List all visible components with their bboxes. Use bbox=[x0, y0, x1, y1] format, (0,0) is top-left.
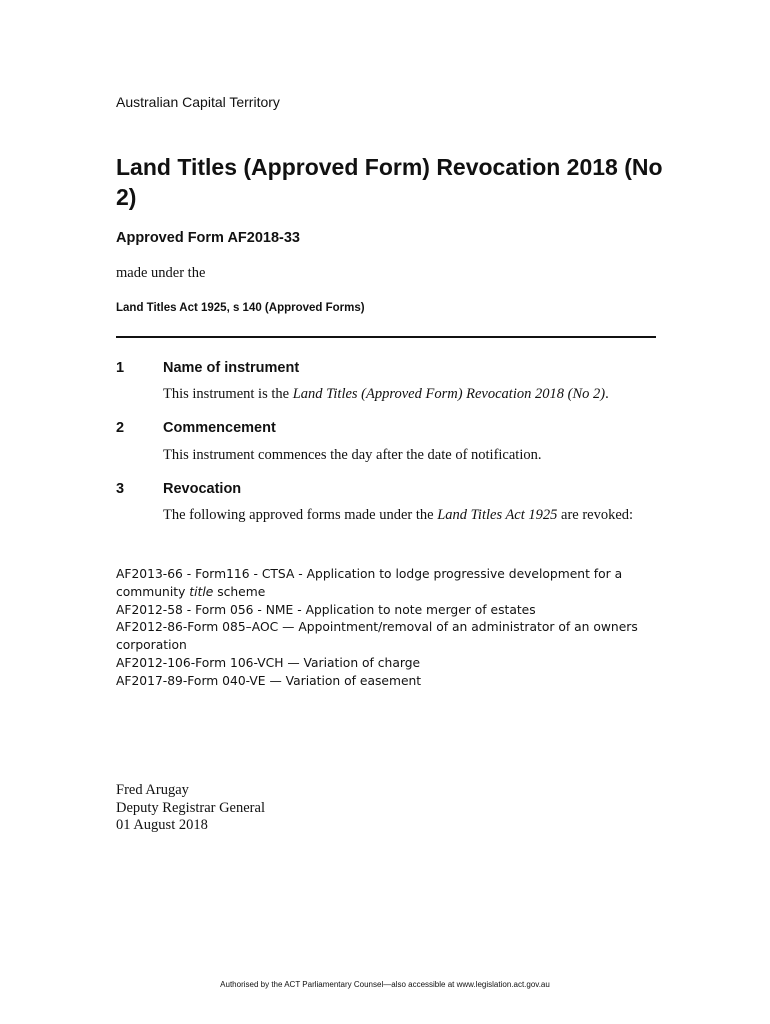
section-1-body-prefix: This instrument is the bbox=[163, 386, 293, 402]
act-reference: Land Titles Act 1925, s 140 (Approved Forms) bbox=[116, 302, 365, 314]
revoked-forms-list bbox=[116, 566, 656, 691]
made-under-text: made under the bbox=[116, 265, 206, 281]
revoked-form-item bbox=[116, 566, 656, 602]
jurisdiction: Australian Capital Territory bbox=[116, 94, 280, 110]
revoked-form-item: AF2012-106-Form 106-VCH — Variation of charge bbox=[116, 655, 421, 670]
revoked-form-italic-word: title bbox=[189, 584, 214, 599]
section-3-heading: Revocation bbox=[163, 481, 242, 497]
section-2-heading: Commencement bbox=[163, 420, 276, 436]
revoked-form-text: AF2013-66 - Form116 - CTSA - Application to lodge progressive development for a community bbox=[116, 567, 627, 599]
section-1-instrument-name: Land Titles (Approved Form) Revocation 2018 (No 2) bbox=[292, 386, 606, 402]
approved-form-number: Approved Form AF2018-33 bbox=[116, 230, 300, 246]
authorisation-footer: Authorised by the ACT Parliamentary Counsel—also accessible at www.legislation.act.gov.au bbox=[220, 980, 550, 989]
section-2-number: 2 bbox=[116, 420, 125, 436]
section-3-number: 3 bbox=[116, 481, 125, 497]
revoked-form-item: AF2012-58 - Form 056 - NME - Application to note merger of estates bbox=[116, 602, 536, 617]
section-1-body bbox=[163, 386, 655, 403]
revoked-form-item: AF2012-86-Form 085–AOC — Appointment/removal of an administrator of an owners corporation bbox=[116, 620, 642, 653]
section-1-heading: Name of instrument bbox=[163, 360, 300, 376]
section-3-body-suffix: are revoked: bbox=[557, 507, 634, 523]
section-3-body bbox=[163, 507, 655, 524]
section-3-act-name: Land Titles Act 1925 bbox=[437, 507, 558, 523]
section-1-body-suffix: . bbox=[605, 386, 609, 402]
signature-date: 01 August 2018 bbox=[116, 817, 208, 834]
signatory-position: Deputy Registrar General bbox=[116, 799, 265, 816]
revoked-form-item: AF2017-89-Form 040-VE — Variation of easement bbox=[116, 673, 422, 688]
signatory-block bbox=[116, 782, 265, 835]
revoked-form-text: scheme bbox=[213, 584, 266, 599]
section-1-number: 1 bbox=[116, 360, 125, 376]
signatory-name: Fred Arugay bbox=[116, 782, 189, 798]
heading-divider bbox=[116, 336, 656, 338]
instrument-title: Land Titles (Approved Form) Revocation 2018 (No 2) bbox=[116, 154, 663, 210]
section-3-body-prefix: The following approved forms made under the bbox=[163, 507, 438, 523]
section-2-body: This instrument commences the day after the date of notification. bbox=[163, 447, 542, 463]
